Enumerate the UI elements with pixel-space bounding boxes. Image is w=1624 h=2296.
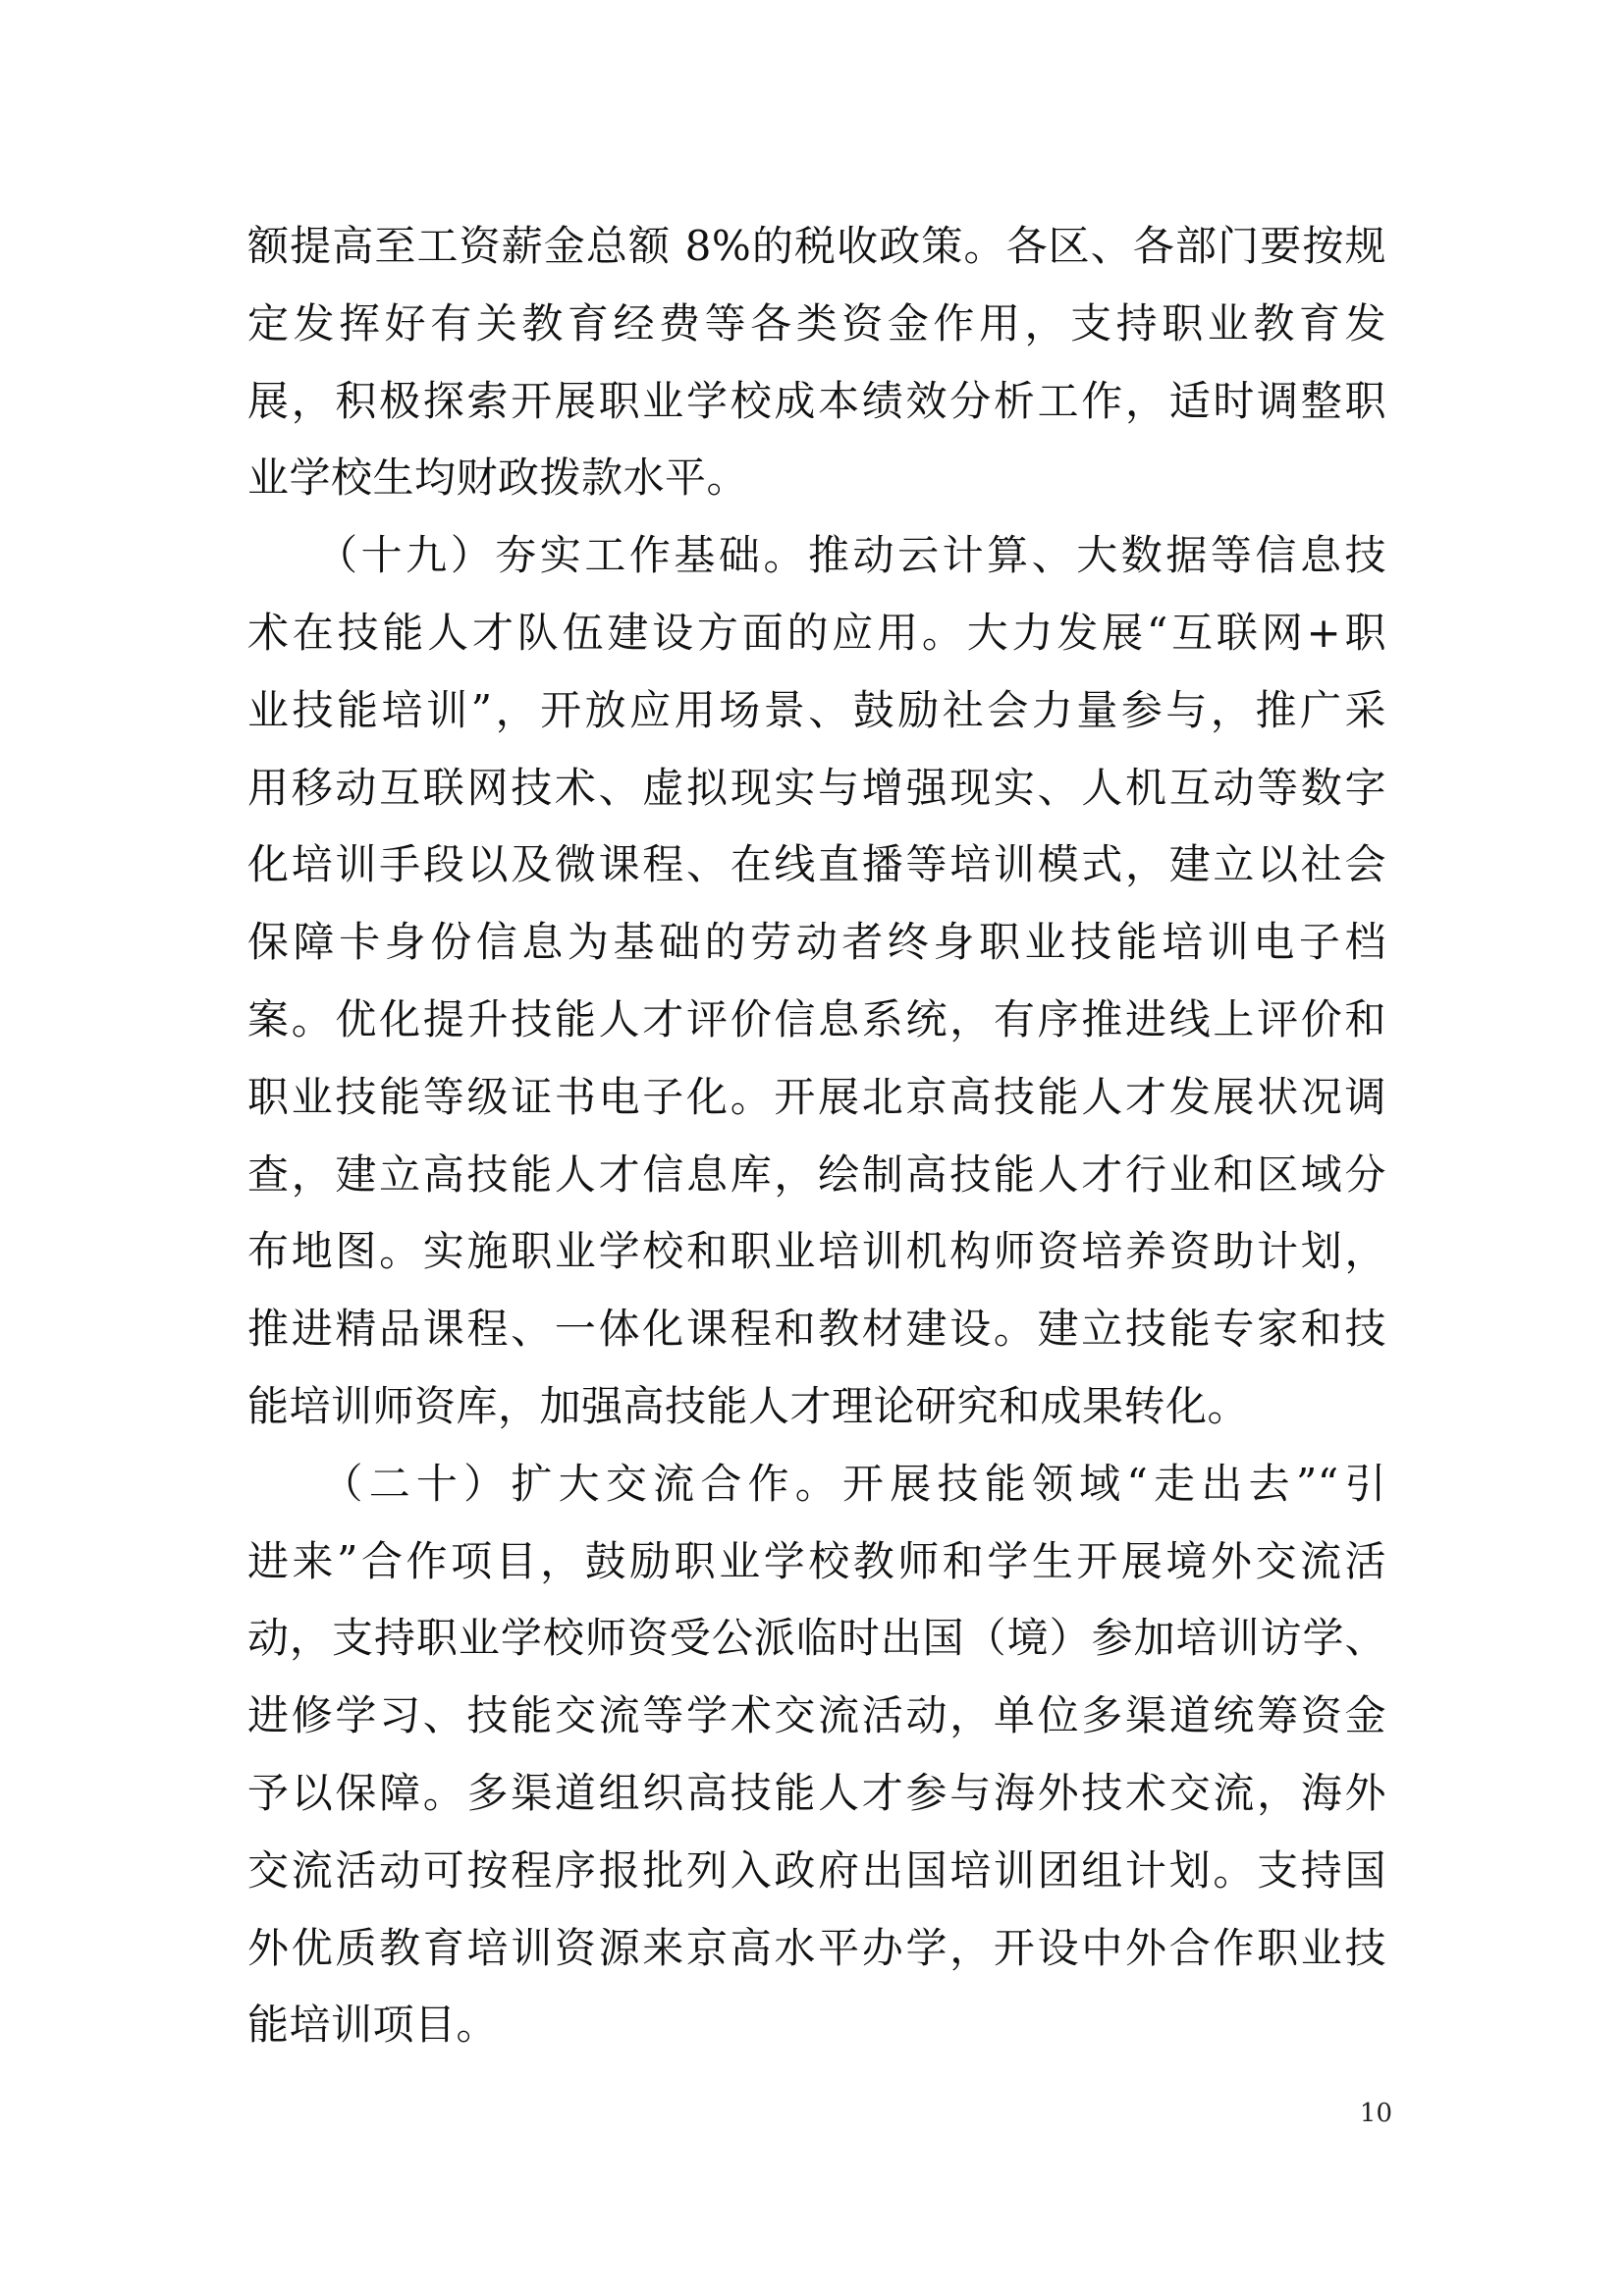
text-line: 职业技能等级证书电子化。开展北京高技能人才发展状况调 — [247, 1072, 1386, 1121]
text-line: 展，积极探索开展职业学校成本绩效分析工作，适时调整职 — [247, 376, 1386, 425]
text-line: 能培训师资库，加强高技能人才理论研究和成果转化。 — [247, 1381, 1250, 1430]
text-line: 用移动互联网技术、虚拟现实与增强现实、人机互动等数字 — [247, 763, 1386, 812]
text-line: 布地图。实施职业学校和职业培训机构师资培养资助计划， — [247, 1227, 1386, 1276]
text-line: 查，建立高技能人才信息库，绘制高技能人才行业和区域分 — [247, 1149, 1386, 1199]
text-line: 化培训手段以及微课程、在线直播等培训模式，建立以社会 — [247, 840, 1386, 889]
text-line: 交流活动可按程序报批列入政府出国培训团组计划。支持国 — [247, 1845, 1386, 1895]
text-line: 外优质教育培训资源来京高水平办学，开设中外合作职业技 — [247, 1923, 1386, 1972]
text-line: 动，支持职业学校师资受公派临时出国（境）参加培训访学、 — [247, 1614, 1386, 1663]
text-line: （十九）夯实工作基础。推动云计算、大数据等信息技 — [247, 531, 1386, 580]
text-line: 业技能培训”，开放应用场景、鼓励社会力量参与，推广采 — [247, 685, 1386, 734]
text-line: 能培训项目。 — [247, 2001, 499, 2050]
text-line: （二十）扩大交流合作。开展技能领域“走出去”“引 — [247, 1459, 1386, 1508]
text-line: 额提高至工资薪金总额 8%的税收政策。各区、各部门要按规 — [247, 222, 1386, 270]
text-line: 进来”合作项目，鼓励职业学校教师和学生开展境外交流活 — [247, 1536, 1386, 1585]
text-line: 定发挥好有关教育经费等各类资金作用，支持职业教育发 — [247, 298, 1386, 347]
page-number: 10 — [1359, 2099, 1392, 2128]
text-line: 进修学习、技能交流等学术交流活动，单位多渠道统筹资金 — [247, 1691, 1386, 1740]
text-line: 推进精品课程、一体化课程和教材建设。建立技能专家和技 — [247, 1305, 1386, 1354]
text-line: 业学校生均财政拨款水平。 — [247, 454, 749, 503]
body-text — [247, 208, 1386, 2064]
text-line: 案。优化提升技能人才评价信息系统，有序推进线上评价和 — [247, 994, 1386, 1043]
text-line: 予以保障。多渠道组织高技能人才参与海外技术交流，海外 — [247, 1768, 1386, 1817]
text-line: 术在技能人才队伍建设方面的应用。大力发展“互联网+职 — [247, 608, 1386, 657]
text-line: 保障卡身份信息为基础的劳动者终身职业技能培训电子档 — [247, 918, 1386, 967]
